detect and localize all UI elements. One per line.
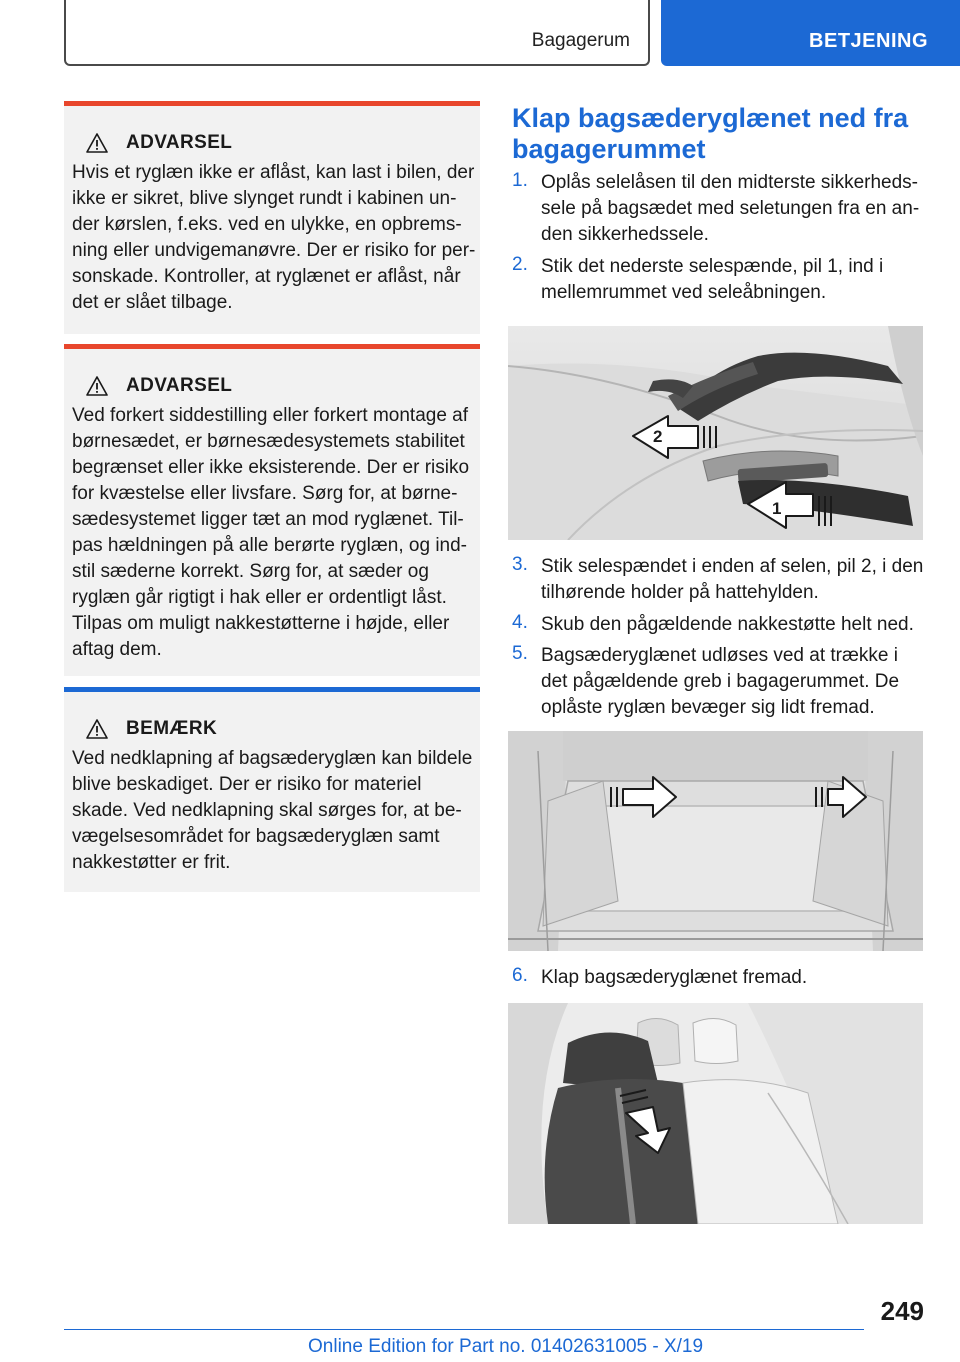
note-box-text [72,746,472,876]
note-box-title: BEMÆRK [126,718,218,739]
heading-line: Klap bagsæderyglænet ned fra [512,103,909,133]
warning-box-1 [64,101,480,334]
heading-line: bagagerummet [512,134,706,164]
warning-triangle-icon [86,719,108,739]
text-line: det er slået tilbage. [72,292,233,313]
step-number: 6. [512,965,528,986]
text-line: skade. Ved nedklapning skal sørges for, at be- [72,800,462,821]
step-text [541,254,932,306]
warning-box-1-title: ADVARSEL [126,132,233,153]
step-1 [512,170,932,248]
warning-box-2-text [72,403,472,663]
warning-box-1-title-row [72,130,472,156]
footer-edition-text: Online Edition for Part no. 01402631005 - X/19 [308,1336,704,1357]
text-line: vægelsesområdet for bagsæderyglæn samt [72,826,440,847]
header-frame [64,0,650,66]
belt-buckle-illustration [508,326,923,540]
text-line: børnesædet, er børnesædesystemets stabilitet [72,431,465,452]
arrow-1-label: 1 [772,499,782,518]
step-2 [512,254,932,306]
text-line: Ved nedklapning af bagsæderyglæn kan bildele [72,748,473,769]
trunk-release-illustration [508,731,923,951]
page-number: 249 [880,1296,924,1326]
text-line: Bagsæderyglænet udløses ved at trække i [541,645,898,666]
step-text [541,643,932,721]
step-text [541,554,932,606]
step-text [541,612,932,638]
text-line: blive beskadiget. Der er risiko for materiel [72,774,422,795]
text-line: stil sæderne korrekt. Sørg for, at sæder og [72,561,429,582]
chapter-tab[interactable] [661,0,960,66]
section-title: Bagagerum [531,30,630,51]
text-line: pas hældningen på alle berørte ryglæn, og ind- [72,535,468,556]
chapter-tab-label: BETJENING [809,30,928,52]
section-heading [512,103,932,165]
arrow-2-label: 2 [653,427,663,446]
footer-divider [64,1329,864,1330]
trunk-drawing [508,731,923,951]
text-line: mellemrummet ved seleåbningen. [541,282,827,303]
text-line: sele på bagsædet med seletungen fra en an- [541,198,920,219]
text-line: den sikkerhedssele. [541,224,709,245]
note-box [64,687,480,892]
step-number: 2. [512,254,528,275]
warning-triangle-icon [86,133,108,153]
text-line: tilhørende holder på hattehylden. [541,582,819,603]
step-number: 3. [512,554,528,575]
warning-box-2-title-row [72,373,472,399]
text-line: Stik selespændet i enden af selen, pil 2, i den [541,556,924,577]
warning-box-2 [64,344,480,676]
text-line: Ved forkert siddestilling eller forkert montage af [72,405,469,426]
text-line: sædesystemet ligger tæt an mod ryglænet. Til- [72,509,464,530]
step-text [541,965,932,991]
text-line: aftag dem. [72,639,162,660]
step-number: 4. [512,612,528,633]
text-line: nakkestøtter er frit. [72,852,231,873]
text-line: Hvis et ryglæn ikke er aflåst, kan last i bilen, der [72,162,475,183]
step-text [541,170,932,248]
warning-box-1-text [72,160,476,316]
seat-drawing [508,1003,923,1224]
text-line: Tilpas om muligt nakkestøtterne i højde, eller [72,613,450,634]
text-line: det pågældende greb i bagagerummet. De [541,671,900,692]
text-line: der kørslen, f.eks. ved en ulykke, en opbrems- [72,214,462,235]
text-line: Skub den pågældende nakkestøtte helt ned. [541,614,914,635]
text-line: sonskade. Kontroller, at ryglænet er aflåst, når [72,266,461,287]
warning-box-2-title: ADVARSEL [126,375,233,396]
step-5 [512,643,932,721]
text-line: begrænset eller ikke eksisterende. Der er risiko [72,457,470,478]
text-line: Klap bagsæderyglænet fremad. [541,967,808,988]
text-line: ning eller undvigemanøvre. Der er risiko for per- [72,240,476,261]
step-number: 5. [512,643,528,664]
seat-fold-illustration [508,1003,923,1224]
note-box-title-row [72,716,472,742]
text-line: Oplås selelåsen til den midterste sikkerheds- [541,172,919,193]
step-3 [512,554,932,606]
text-line: ryglæn går rigtigt i hak eller er ordentligt låst. [72,587,447,608]
text-line: oplåste ryglæn bevæger sig lidt fremad. [541,697,875,718]
text-line: Stik det nederste selespænde, pil 1, ind i [541,256,884,277]
warning-triangle-icon [86,376,108,396]
text-line: ikke er sikret, blive slynget rundt i kabinen un- [72,188,457,209]
step-6 [512,965,932,991]
text-line: for kvæstelse eller livsfare. Sørg for, at børne- [72,483,458,504]
belt-buckle-drawing [508,326,923,540]
step-4 [512,612,932,638]
step-number: 1. [512,170,528,191]
